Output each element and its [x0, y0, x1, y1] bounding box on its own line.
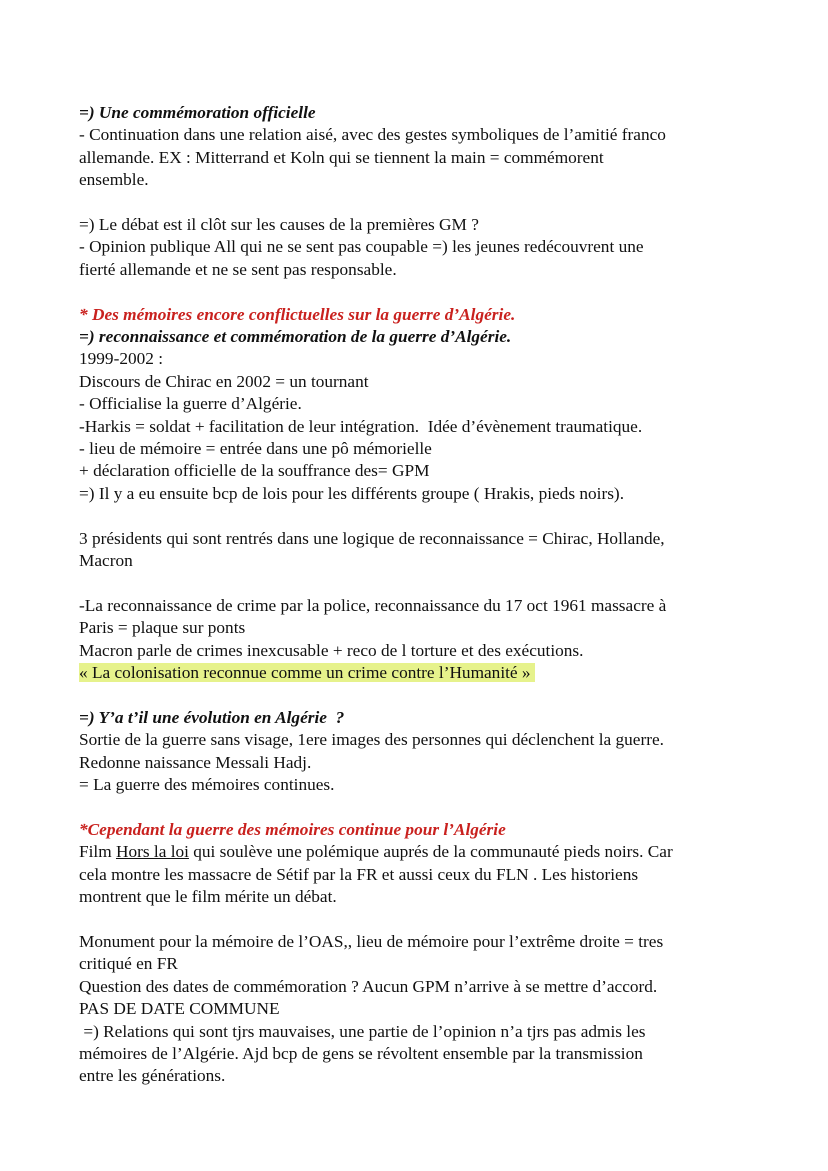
paragraph-line: =) Il y a eu ensuite bcp de lois pour les différents groupe ( Hrakis, pieds noirs).	[79, 483, 625, 503]
paragraph-line: Question des dates de commémoration ? Aucun GPM n’arrive à se mettre d’accord.	[79, 976, 658, 996]
paragraph-line: montrent que le film mérite un débat.	[79, 887, 337, 907]
paragraph-line: Discours de Chirac en 2002 = un tournant	[79, 371, 369, 391]
blank-line	[79, 281, 759, 303]
paragraph-line: ensemble.	[79, 170, 149, 190]
blank-line	[79, 572, 759, 594]
blank-line	[79, 797, 759, 819]
paragraph-line: mémoires de l’Algérie. Ajd bcp de gens se révoltent ensemble par la transmission	[79, 1043, 643, 1063]
paragraph-line: fierté allemande et ne se sent pas responsable.	[79, 259, 397, 279]
paragraph-line: = La guerre des mémoires continues.	[79, 775, 335, 795]
paragraph-line: Macron parle de crimes inexcusable + reco de l torture et des exécutions.	[79, 640, 584, 660]
paragraph-line: 1999-2002 :	[79, 349, 164, 369]
heading-commemoration-officielle: =) Une commémoration officielle	[79, 103, 316, 122]
subheading-reconnaissance: =) reconnaissance et commémoration de la guerre d’Algérie.	[79, 327, 512, 347]
paragraph-line: critiqué en FR	[79, 954, 178, 974]
paragraph-line: =) Relations qui sont tjrs mauvaises, une partie de l’opinion n’a tjrs pas admis les	[79, 1021, 646, 1041]
blank-line	[79, 685, 759, 707]
paragraph-line: Redonne naissance Messali Hadj.	[79, 752, 312, 772]
blank-line	[79, 505, 759, 527]
paragraph-line: - lieu de mémoire = entrée dans une pô mémorielle	[79, 439, 432, 459]
film-line	[79, 841, 759, 863]
paragraph-line: - Officialise la guerre d’Algérie.	[79, 394, 302, 414]
blank-line	[79, 909, 759, 931]
paragraph-line: Sortie de la guerre sans visage, 1ere images des personnes qui déclenchent la guerre.	[79, 730, 664, 750]
paragraph-line: Paris = plaque sur ponts	[79, 618, 246, 638]
paragraph-line: - Opinion publique All qui ne se sent pas coupable =) les jeunes redécouvrent une	[79, 237, 644, 257]
blank-line	[79, 192, 759, 214]
paragraph-line: -La reconnaissance de crime par la police, reconnaissance du 17 oct 1961 massacre à	[79, 595, 667, 615]
film-title-underlined: Hors la loi	[115, 842, 189, 862]
declaration-gpm: GPM	[387, 461, 430, 481]
paragraph-line: 3 présidents qui sont rentrés dans une logique de reconnaissance = Chirac, Hollande,	[79, 528, 665, 548]
document-page	[79, 102, 759, 1088]
film-prefix: Film	[79, 842, 116, 862]
red-heading-guerre-memoires: *Cependant la guerre des mémoires continue pour l’Algérie	[79, 819, 506, 839]
paragraph-line: cela montre les massacre de Sétif par la FR et aussi ceux du FLN . Les historiens	[79, 864, 639, 884]
film-suffix: qui soulève une polémique auprés de la communauté pieds noirs. Car	[188, 842, 673, 862]
highlighted-quote: « La colonisation reconnue comme un crime contre l’Humanité »	[79, 663, 535, 682]
red-heading-memoires-conflictuelles: * Des mémoires encore conflictuelles sur la guerre d’Algérie.	[79, 304, 516, 324]
paragraph-line: - Continuation dans une relation aisé, avec des gestes symboliques de l’amitié franco	[79, 125, 666, 145]
heading-evolution-algerie: =) Y’a t’il une évolution en Algérie ?	[79, 707, 345, 727]
declaration-text: + déclaration officielle de la souffrance des	[79, 461, 378, 481]
quote-line	[79, 662, 759, 684]
declaration-line	[79, 460, 759, 482]
paragraph-line: entre les générations.	[79, 1066, 226, 1086]
paragraph-line: allemande. EX : Mitterrand et Koln qui se tiennent la main = commémorent	[79, 147, 604, 167]
paragraph-line: PAS DE DATE COMMUNE	[79, 999, 280, 1019]
question-debat-gm: =) Le débat est il clôt sur les causes de la premières GM ?	[79, 215, 479, 235]
paragraph-line: -Harkis = soldat + facilitation de leur intégration. Idée d’évènement traumatique.	[79, 416, 643, 436]
paragraph-line: Macron	[79, 551, 133, 571]
paragraph-line: Monument pour la mémoire de l’OAS,, lieu de mémoire pour l’extrême droite = tres	[79, 931, 664, 951]
struck-equals: =	[377, 461, 388, 481]
